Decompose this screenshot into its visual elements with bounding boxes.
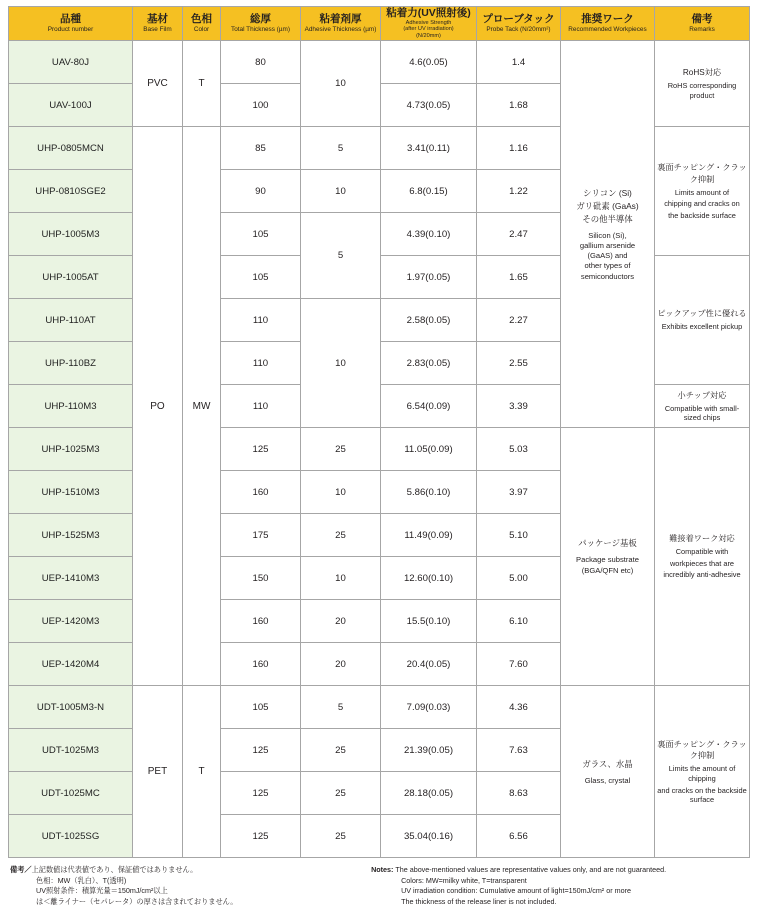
cell-total-thickness: 90	[221, 170, 301, 213]
cell-total-thickness: 110	[221, 342, 301, 385]
cell-base-film: PET	[133, 686, 183, 858]
col-adhesive-thickness: 粘着剤厚 Adhesive Thickness (µm)	[301, 7, 381, 41]
cell-product-number: UDT-1025M3	[9, 729, 133, 772]
cell-total-thickness: 110	[221, 385, 301, 428]
remark-en-3: the backside surface	[668, 210, 736, 220]
cell-total-thickness: 105	[221, 213, 301, 256]
col-probe-tack: プローブタック Probe Tack (N/20mm²)	[477, 7, 561, 41]
workpiece-en-1: Package substrate	[576, 555, 639, 565]
cell-total-thickness: 110	[221, 299, 301, 342]
col-base-film: 基材 Base Film	[133, 7, 183, 41]
cell-adhesive-strength: 2.83(0.05)	[381, 342, 477, 385]
cell-product-number: UDT-1025SG	[9, 815, 133, 858]
cell-workpieces-semiconductor	[561, 41, 655, 428]
cell-adhesive-thickness: 10	[301, 299, 381, 428]
cell-total-thickness: 125	[221, 815, 301, 858]
cell-remarks-small-chip	[655, 385, 750, 428]
cell-total-thickness: 85	[221, 127, 301, 170]
remark-en: Exhibits excellent pickup	[661, 322, 743, 332]
table-row	[9, 428, 750, 471]
cell-adhesive-strength: 4.73(0.05)	[381, 84, 477, 127]
cell-probe-tack: 5.10	[477, 514, 561, 557]
footnote-jp-line-2: 色相：MW（乳白）、T(透明)	[36, 875, 127, 885]
workpiece-en-3: (GaAS) and	[587, 251, 628, 261]
footnotes-english	[363, 865, 749, 907]
workpiece-jp: パッケージ基板	[578, 538, 637, 549]
cell-product-number: UHP-0810SGE2	[9, 170, 133, 213]
remark-en-1: Compatible with	[675, 547, 729, 557]
remark-en-2: workpieces that are	[669, 558, 735, 568]
cell-base-film: PO	[133, 127, 183, 686]
cell-adhesive-thickness: 25	[301, 428, 381, 471]
cell-product-number: UHP-110BZ	[9, 342, 133, 385]
cell-product-number: UHP-1525M3	[9, 514, 133, 557]
cell-probe-tack: 6.10	[477, 600, 561, 643]
cell-adhesive-strength: 1.97(0.05)	[381, 256, 477, 299]
table-row	[9, 686, 750, 729]
cell-adhesive-strength: 5.86(0.10)	[381, 471, 477, 514]
cell-product-number: UHP-110M3	[9, 385, 133, 428]
footnote-jp-title: 備考／	[10, 865, 32, 875]
cell-product-number: UHP-0805MCN	[9, 127, 133, 170]
cell-adhesive-strength: 2.58(0.05)	[381, 299, 477, 342]
cell-adhesive-strength: 12.60(0.10)	[381, 557, 477, 600]
col-adhesive-strength: 粘着力(UV照射後) Adhesive Strength (after UV irradiation) (N/20mm)	[381, 7, 477, 41]
cell-product-number: UHP-1025M3	[9, 428, 133, 471]
footnote-en-line-4: The thickness of the release liner is not included.	[401, 896, 557, 906]
cell-probe-tack: 2.47	[477, 213, 561, 256]
cell-adhesive-strength: 15.5(0.10)	[381, 600, 477, 643]
table-row	[9, 41, 750, 84]
workpiece-en-1: Silicon (Si),	[588, 230, 627, 240]
cell-adhesive-thickness: 5	[301, 213, 381, 299]
col-product-number: 品種 Product number	[9, 7, 133, 41]
cell-product-number: UHP-1005AT	[9, 256, 133, 299]
footnote-jp-line-3: UV照射条件：積算光量＝150mJ/cm²以上	[36, 886, 168, 896]
remark-jp: 小チップ対応	[677, 390, 727, 400]
footnote-jp-line-1: 備考／上記数値は代表値であり、保証値ではありません。	[10, 865, 198, 875]
cell-probe-tack: 1.16	[477, 127, 561, 170]
workpiece-jp-3: その他半導体	[582, 213, 633, 224]
cell-remarks-rohs	[655, 41, 750, 127]
cell-adhesive-thickness: 10	[301, 557, 381, 600]
cell-product-number: UEP-1410M3	[9, 557, 133, 600]
workpiece-en-2: gallium arsenide	[579, 240, 636, 250]
remark-jp: RoHS対応	[682, 68, 722, 78]
remark-jp: ピックアップ性に優れる	[657, 309, 747, 319]
cell-adhesive-strength: 11.05(0.09)	[381, 428, 477, 471]
remark-en-2: and cracks on the backside surface	[657, 785, 747, 805]
cell-product-number: UHP-1510M3	[9, 471, 133, 514]
footnote-en-line-2: Colors: MW=milky white, T=transparent	[401, 875, 527, 885]
cell-probe-tack: 3.39	[477, 385, 561, 428]
cell-adhesive-thickness: 10	[301, 471, 381, 514]
col-recommended-workpieces: 推奨ワーク Recommended Workpieces	[561, 7, 655, 41]
cell-probe-tack: 1.65	[477, 256, 561, 299]
col-remarks: 備考 Remarks	[655, 7, 750, 41]
cell-adhesive-strength: 28.18(0.05)	[381, 772, 477, 815]
remark-jp: 裏面チッピング・クラック抑制	[657, 162, 747, 184]
cell-product-number: UHP-1005M3	[9, 213, 133, 256]
cell-total-thickness: 160	[221, 600, 301, 643]
cell-probe-tack: 5.03	[477, 428, 561, 471]
col-total-thickness: 総厚 Total Thickness (µm)	[221, 7, 301, 41]
remark-en: Compatible with small-sized chips	[664, 403, 740, 423]
cell-total-thickness: 160	[221, 643, 301, 686]
remark-en: RoHS corresponding product	[667, 81, 737, 100]
cell-adhesive-thickness: 20	[301, 643, 381, 686]
cell-base-film: PVC	[133, 41, 183, 127]
cell-total-thickness: 150	[221, 557, 301, 600]
cell-product-number: UAV-80J	[9, 41, 133, 84]
cell-total-thickness: 125	[221, 428, 301, 471]
cell-color: T	[183, 686, 221, 858]
cell-remarks-pickup	[655, 256, 750, 385]
cell-adhesive-strength: 4.39(0.10)	[381, 213, 477, 256]
cell-product-number: UEP-1420M3	[9, 600, 133, 643]
cell-adhesive-thickness: 25	[301, 729, 381, 772]
cell-probe-tack: 6.56	[477, 815, 561, 858]
cell-adhesive-thickness: 5	[301, 127, 381, 170]
cell-adhesive-thickness: 25	[301, 815, 381, 858]
footnote-jp-line-4: は＜離ライナー（セパレータ）の厚さは含まれておりません。	[36, 896, 238, 906]
cell-probe-tack: 7.63	[477, 729, 561, 772]
cell-workpieces-glass	[561, 686, 655, 858]
workpiece-jp: ガラス、水晶	[582, 758, 633, 769]
cell-probe-tack: 2.27	[477, 299, 561, 342]
cell-probe-tack: 7.60	[477, 643, 561, 686]
cell-adhesive-strength: 7.09(0.03)	[381, 686, 477, 729]
cell-product-number: UDT-1025MC	[9, 772, 133, 815]
table-header-row	[9, 7, 750, 41]
cell-total-thickness: 80	[221, 41, 301, 84]
cell-total-thickness: 175	[221, 514, 301, 557]
workpiece-en-4: other types of	[584, 261, 631, 271]
cell-adhesive-thickness: 5	[301, 686, 381, 729]
cell-total-thickness: 125	[221, 772, 301, 815]
workpiece-en-2: (BGA/QFN etc)	[581, 565, 634, 575]
cell-total-thickness: 105	[221, 256, 301, 299]
remark-jp: 裏面チッピング・クラック抑制	[657, 739, 747, 761]
cell-adhesive-strength: 4.6(0.05)	[381, 41, 477, 84]
cell-product-number: UHP-110AT	[9, 299, 133, 342]
remark-en-1: Limits the amount of chipping	[668, 764, 736, 783]
cell-total-thickness: 160	[221, 471, 301, 514]
remark-en-1: Limits amount of	[674, 187, 730, 197]
footnotes-japanese	[10, 865, 363, 907]
col-color: 色相 Color	[183, 7, 221, 41]
remark-jp: 難接着ワーク対応	[669, 534, 735, 544]
cell-adhesive-thickness: 10	[301, 41, 381, 127]
cell-adhesive-strength: 3.41(0.11)	[381, 127, 477, 170]
cell-adhesive-thickness: 10	[301, 170, 381, 213]
cell-workpieces-package	[561, 428, 655, 686]
workpiece-jp-2: ガリ砒素 (GaAs)	[576, 200, 639, 211]
cell-probe-tack: 8.63	[477, 772, 561, 815]
cell-adhesive-strength: 21.39(0.05)	[381, 729, 477, 772]
cell-total-thickness: 100	[221, 84, 301, 127]
cell-adhesive-thickness: 20	[301, 600, 381, 643]
remark-en-3: incredibly anti-adhesive	[663, 570, 741, 580]
cell-adhesive-thickness: 25	[301, 514, 381, 557]
cell-product-number: UEP-1420M4	[9, 643, 133, 686]
cell-probe-tack: 1.22	[477, 170, 561, 213]
footnote-en-line-1: Notes: The above-mentioned values are representative values only, and are not guaranteed.	[371, 865, 667, 875]
footnotes	[8, 865, 749, 907]
workpiece-en-5: semiconductors	[580, 271, 635, 281]
product-spec-table	[8, 6, 750, 858]
cell-adhesive-strength: 20.4(0.05)	[381, 643, 477, 686]
cell-probe-tack: 4.36	[477, 686, 561, 729]
cell-adhesive-strength: 6.54(0.09)	[381, 385, 477, 428]
cell-probe-tack: 1.68	[477, 84, 561, 127]
footnote-en-title: Notes:	[371, 865, 394, 875]
cell-remarks-anti-adhesive	[655, 428, 750, 686]
workpiece-en: Glass, crystal	[584, 775, 631, 785]
workpiece-jp-1: シリコン (Si)	[583, 187, 632, 198]
footnote-en-line-3: UV irradiation condition: Cumulative amount of light=150mJ/cm² or more	[401, 886, 631, 896]
remark-en-2: chipping and cracks on	[664, 199, 740, 209]
cell-remarks-chipping-2	[655, 686, 750, 858]
cell-probe-tack: 5.00	[477, 557, 561, 600]
cell-product-number: UAV-100J	[9, 84, 133, 127]
cell-color: MW	[183, 127, 221, 686]
cell-total-thickness: 105	[221, 686, 301, 729]
cell-product-number: UDT-1005M3-N	[9, 686, 133, 729]
cell-adhesive-strength: 11.49(0.09)	[381, 514, 477, 557]
cell-adhesive-thickness: 25	[301, 772, 381, 815]
cell-remarks-chipping	[655, 127, 750, 256]
cell-total-thickness: 125	[221, 729, 301, 772]
cell-adhesive-strength: 6.8(0.15)	[381, 170, 477, 213]
cell-probe-tack: 3.97	[477, 471, 561, 514]
cell-adhesive-strength: 35.04(0.16)	[381, 815, 477, 858]
cell-color: T	[183, 41, 221, 127]
cell-probe-tack: 1.4	[477, 41, 561, 84]
cell-probe-tack: 2.55	[477, 342, 561, 385]
